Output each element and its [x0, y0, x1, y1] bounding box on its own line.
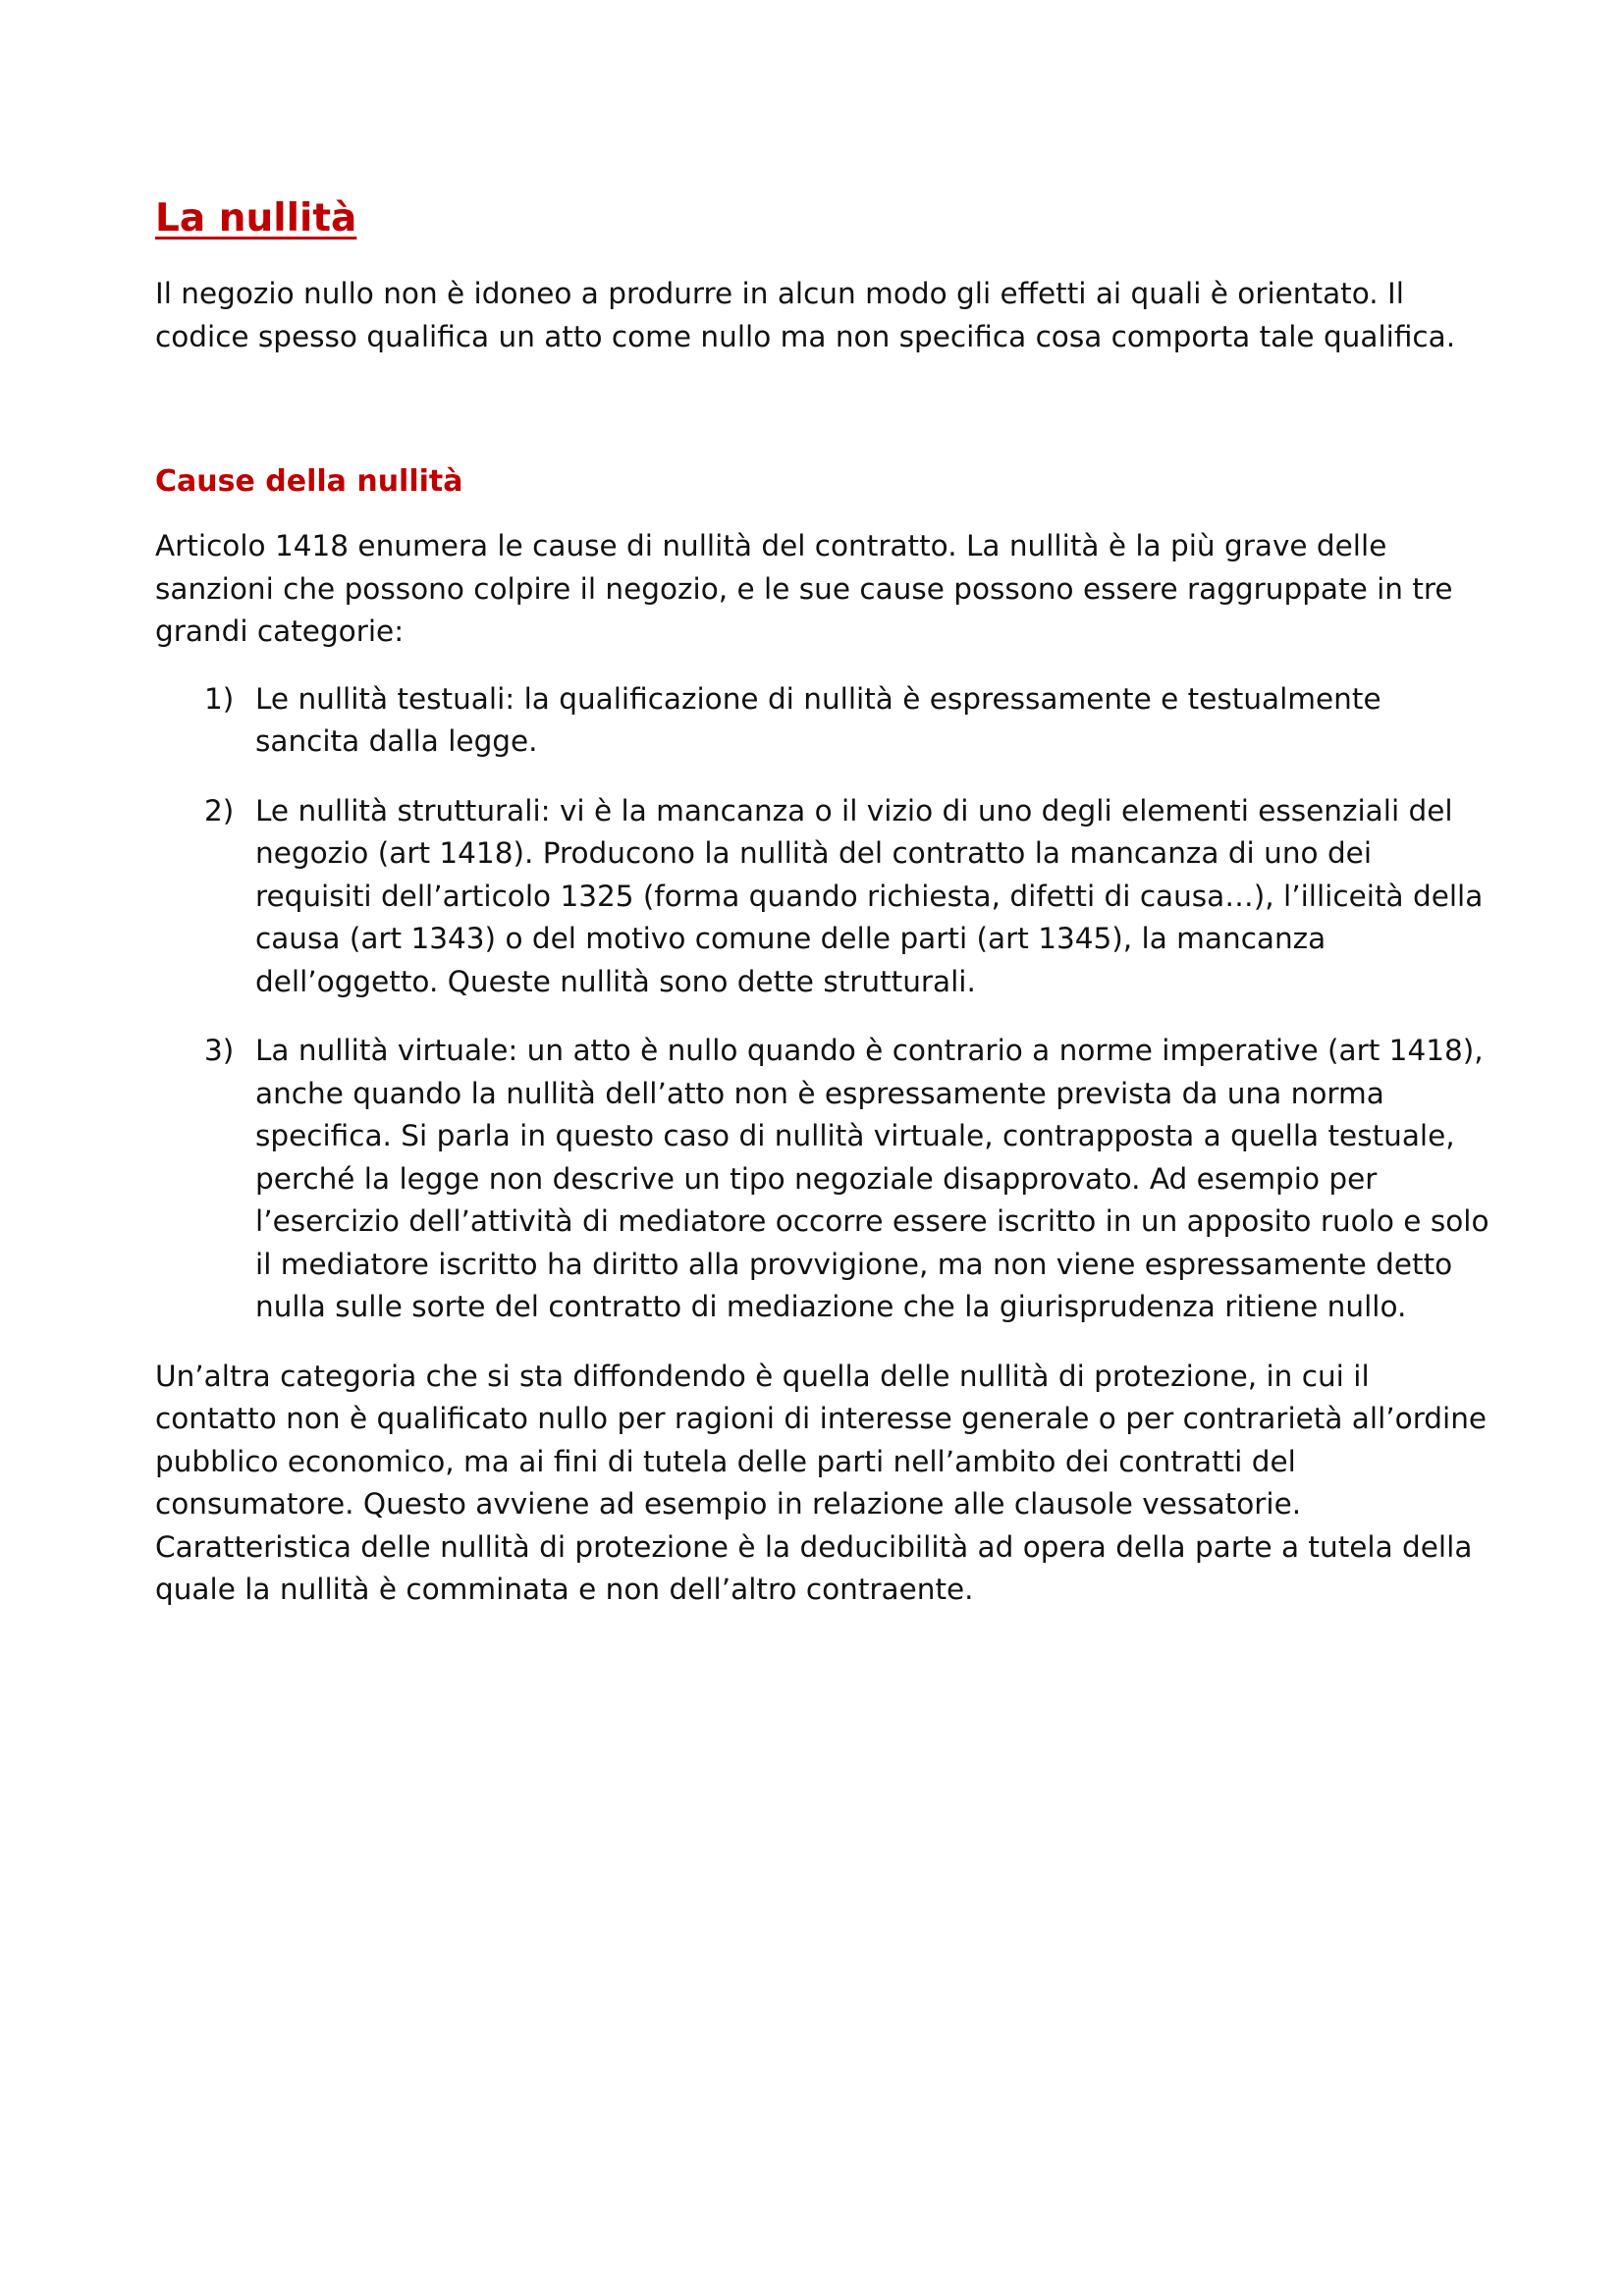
section-heading: Cause della nullità: [155, 464, 463, 499]
list-item-text: Le nullità testuali: la qualificazione di nullità è espressamente e testualmente sancita dalla legge.: [255, 681, 1381, 758]
list-item: [155, 790, 1490, 1004]
intro-paragraph: Il negozio nullo non è idoneo a produrre in alcun modo gli effetti ai quali è orientato. Il codice spesso qualifica un atto come nullo ma non specifica cosa comporta tale qualifica.: [155, 277, 1456, 353]
page-title: La nullità: [155, 196, 357, 240]
list-item: [155, 1030, 1490, 1329]
document-page: [155, 192, 1490, 1612]
list-item-number: 3): [204, 1034, 235, 1067]
list-item-text: Le nullità strutturali: vi è la mancanza o il vizio di uno degli elementi essenziali del negozio (art 1418). Producono la nullità del contratto la mancanza di uno dei requisiti dell’articolo 1325 (forma quando richiesta, difetti di causa…), l’illiceità della causa (art 1343) o del motivo comune delle parti (art 1345), la mancanza dell’oggetto. Queste nullità sono dette strutturali.: [255, 793, 1484, 998]
closing-paragraph: Un’altra categoria che si sta diffondendo è quella delle nullità di protezione, in cui il contatto non è qualificato nullo per ragioni di interesse generale o per contrarietà all’ordine pubblico economico, ma ai fini di tutela delle parti nell’ambito dei contratti del consumatore. Questo avviene ad esempio in relazione alle clausole vessatorie. Caratteristica delle nullità di protezione è la deducibilità ad opera della parte a tutela della quale la nullità è comminata e non dell’altro contraente.: [155, 1359, 1488, 1606]
list-item-number: 1): [204, 681, 235, 716]
list-item-text: La nullità virtuale: un atto è nullo quando è contrario a norme imperative (art 1418), anche quando la nullità dell’atto non è espressamente prevista da una norma specifica. Si parla in questo caso di nullità virtuale, contrapposta a quella testuale, perché la legge non descrive un tipo negoziale disapprovato. Ad esempio per l’esercizio dell’attività di mediatore occorre essere iscritto in un apposito ruolo e solo il mediatore iscritto ha diritto alla provvigione, ma non viene espressamente detto nulla sulle sorte del contratto di mediazione che la giurisprudenza ritiene nullo.: [255, 1034, 1489, 1323]
list-item: [155, 678, 1490, 764]
list-item-number: 2): [204, 793, 235, 828]
causes-list: [155, 678, 1490, 1329]
section-intro-paragraph: Articolo 1418 enumera le cause di nullità del contratto. La nullità è la più grave delle sanzioni che possono colpire il negozio, e le sue cause possono essere raggruppate in tre grandi categorie:: [155, 529, 1453, 648]
